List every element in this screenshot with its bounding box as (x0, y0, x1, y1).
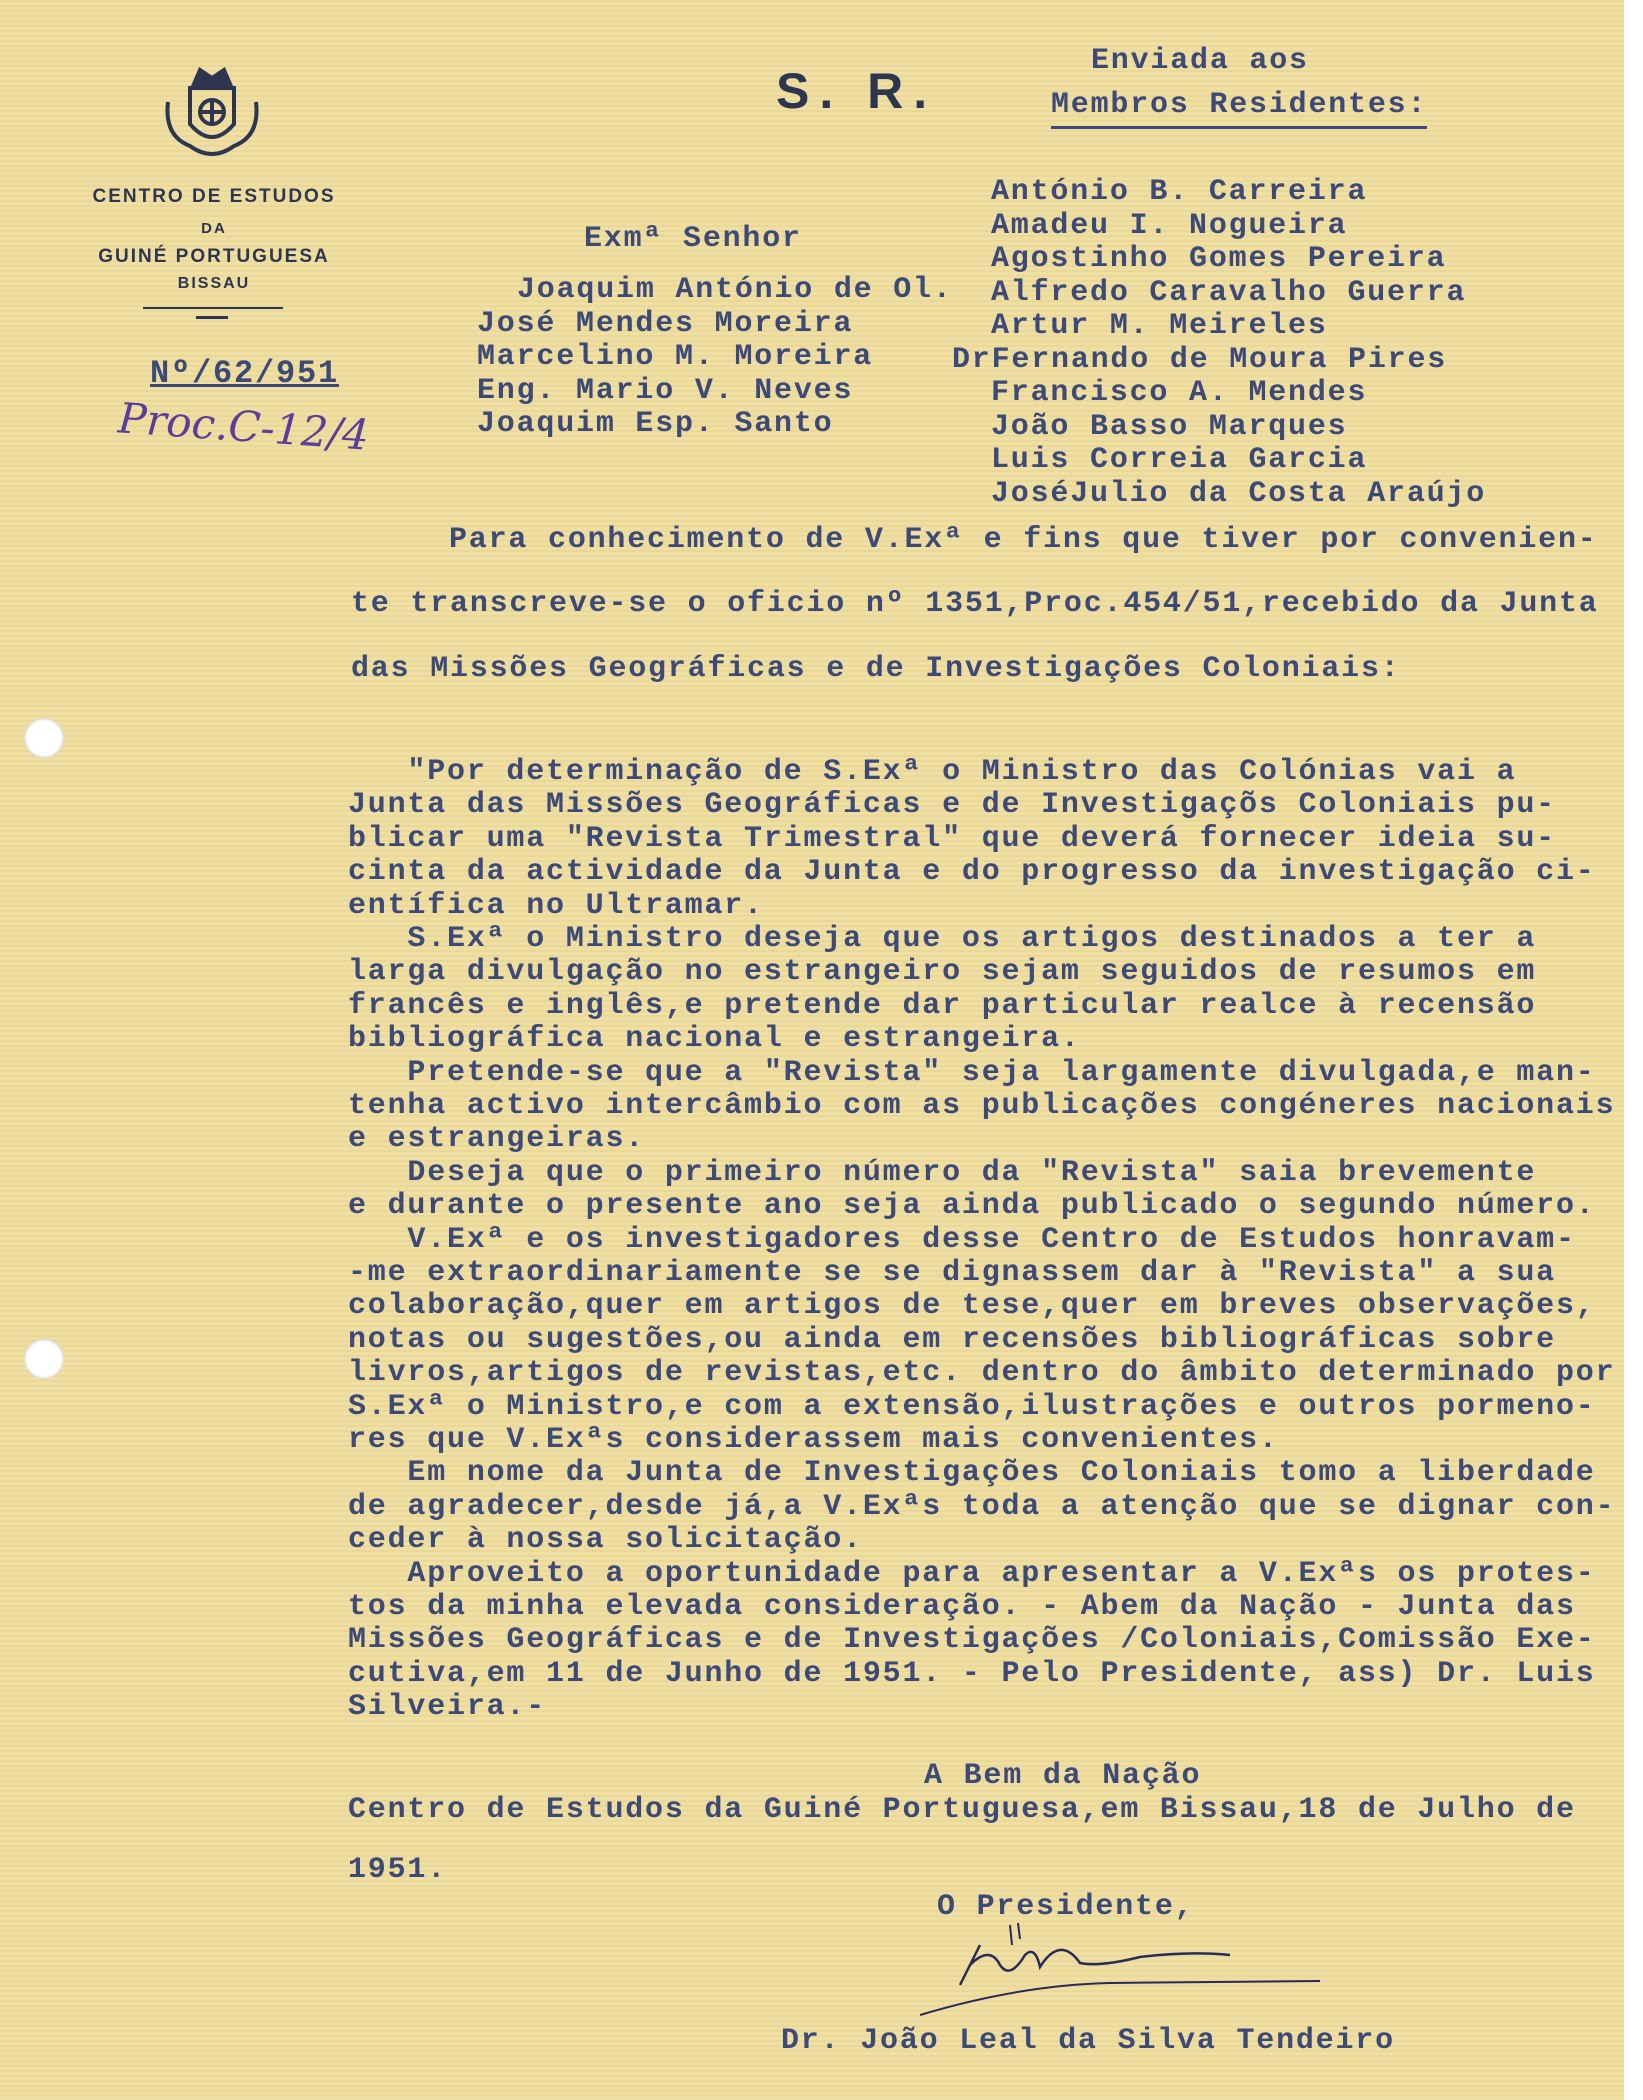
letterhead-institution: CENTRO DE ESTUDOS (92, 186, 336, 207)
letter-line: francês e inglês,e pretende dar particular realce à recensão (348, 988, 1537, 1023)
letter-line: Missões Geográficas e de Investigações /Coloniais,Comissão Exe- (348, 1623, 1596, 1658)
letter-line: bibliográfica nacional e estrangeira. (348, 1022, 1081, 1057)
sent-to-label: Enviada aos (1091, 44, 1309, 78)
closing-motto: A Bem da Nação (924, 1759, 1202, 1793)
letterhead-divider (143, 307, 283, 309)
letter-line: res que V.Exªs considerassem mais convenientes. (348, 1423, 1279, 1457)
recipient-name: Alfredo Caravalho Guerra (991, 275, 1467, 310)
intro-line: Para conhecimento de V.Exª e fins que tiver por convenien- (449, 523, 1598, 557)
letter-line: tos da minha elevada consideração. - Abem da Nação - Junta das (348, 1590, 1576, 1624)
letter-line: S.Exª o Ministro deseja que os artigos destinados a ter a (348, 922, 1537, 956)
letter-line: Aproveito a oportunidade para apresentar a V.Exªs os protes- (348, 1556, 1596, 1591)
letter-line: colaboração,quer em artigos de tese,quer em breves observações, (348, 1289, 1596, 1324)
closing-year: 1951. (348, 1853, 448, 1887)
recipient-name: JoséJulio da Costa Araújo (991, 476, 1487, 511)
letter-line: Silveira.- (348, 1690, 547, 1725)
letter-line: blicar uma "Revista Trimestral" que deverá fornecer ideia su- (348, 821, 1556, 856)
letter-line: cutiva,em 11 de Junho de 1951. - Pelo Presidente, ass) Dr. Luis (348, 1656, 1596, 1691)
recipient-name: José Mendes Moreira (477, 306, 854, 341)
recipient-name: Amadeu I. Nogueira (991, 208, 1348, 243)
letter-line: livros,artigos de revistas,etc. dentro do âmbito determinado por (348, 1356, 1616, 1391)
recipient-name: DrFernando de Moura Pires (952, 342, 1448, 377)
recipient-name: Joaquim Esp. Santo (477, 407, 834, 441)
letter-line: Junta das Missões Geográficas e de Investigaçõs Coloniais pu- (348, 788, 1556, 823)
recipient-name: António B. Carreira (991, 175, 1368, 209)
letter-line: "Por determinação de S.Exª o Ministro das Colónias vai a (348, 755, 1517, 789)
letter-line: Em nome da Junta de Investigações Coloniais tomo a liberdade (348, 1456, 1596, 1491)
letter-line: e estrangeiras. (348, 1122, 646, 1157)
recipient-name: Eng. Mario V. Neves (477, 373, 854, 408)
signatory-name: Dr. João Leal da Silva Tendeiro (781, 2024, 1395, 2058)
letter-line: notas ou sugestões,ou ainda em recensões bibliográficas sobre (348, 1322, 1556, 1357)
punch-hole (24, 1339, 64, 1379)
punch-hole (24, 718, 64, 758)
sent-to-group: Membros Residentes: (1051, 90, 1427, 129)
letter-line: de agradecer,desde já,a V.Exªs toda a atenção que se dignar con- (348, 1489, 1616, 1524)
letter-line: Pretende-se que a "Revista" seja largamente divulgada,e man- (348, 1055, 1596, 1090)
recipient-name: Artur M. Meireles (991, 309, 1328, 343)
letter-line: ceder à nossa solicitação. (348, 1523, 863, 1558)
letter-line: larga divulgação no estrangeiro sejam seguidos de resumos em (348, 955, 1537, 990)
coat-of-arms-icon (160, 66, 264, 166)
letterhead-divider (196, 316, 228, 319)
handwritten-reference: Proc.C-12/4 (116, 393, 371, 460)
recipient-name: Marcelino M. Moreira (477, 340, 874, 374)
document-title: S. R. (776, 63, 938, 119)
letter-line: -me extraordinariamente se se dignassem dar à "Revista" a sua (348, 1256, 1556, 1290)
letter-line: Deseja que o primeiro número da "Revista" saia brevemente (348, 1155, 1537, 1190)
letter-line: cinta da actividade da Junta e do progresso da investigação ci- (348, 855, 1596, 890)
signature (900, 1905, 1330, 2035)
intro-line: te transcreve-se o oficio nº 1351,Proc.454/51,recebido da Junta (351, 587, 1599, 621)
recipient-name: Agostinho Gomes Pereira (991, 242, 1447, 276)
closing-place-date: Centro de Estudos da Guiné Portuguesa,em Bissau,18 de Julho de (348, 1793, 1576, 1827)
signatory-role: O Presidente, (937, 1890, 1195, 1924)
letterhead-da: DA (201, 220, 227, 237)
salutation: Exmª Senhor (584, 222, 802, 256)
letter-line: e durante o presente ano seja ainda publicado o segundo número. (348, 1189, 1596, 1224)
letter-line: tenha activo intercâmbio com as publicações congéneres nacionais (348, 1089, 1616, 1123)
recipient-name: Francisco A. Mendes (991, 376, 1368, 410)
letterhead-city: BISSAU (177, 275, 251, 292)
letter-line: S.Exª o Ministro,e com a extensão,ilustrações e outros pormeno- (348, 1389, 1596, 1424)
recipient-name: Joaquim António de Ol. (517, 273, 953, 307)
letter-line: entífica no Ultramar. (348, 888, 764, 923)
letter-line: V.Exª e os investigadores desse Centro de Estudos honravam- (348, 1222, 1576, 1257)
intro-line: das Missões Geográficas e de Investigações Coloniais: (351, 652, 1401, 686)
letterhead-guine: GUINÉ PORTUGUESA (98, 246, 330, 267)
reference-number: Nº/62/951 (150, 355, 340, 392)
recipient-name: Luis Correia Garcia (991, 443, 1368, 477)
recipient-name: João Basso Marques (991, 409, 1348, 444)
